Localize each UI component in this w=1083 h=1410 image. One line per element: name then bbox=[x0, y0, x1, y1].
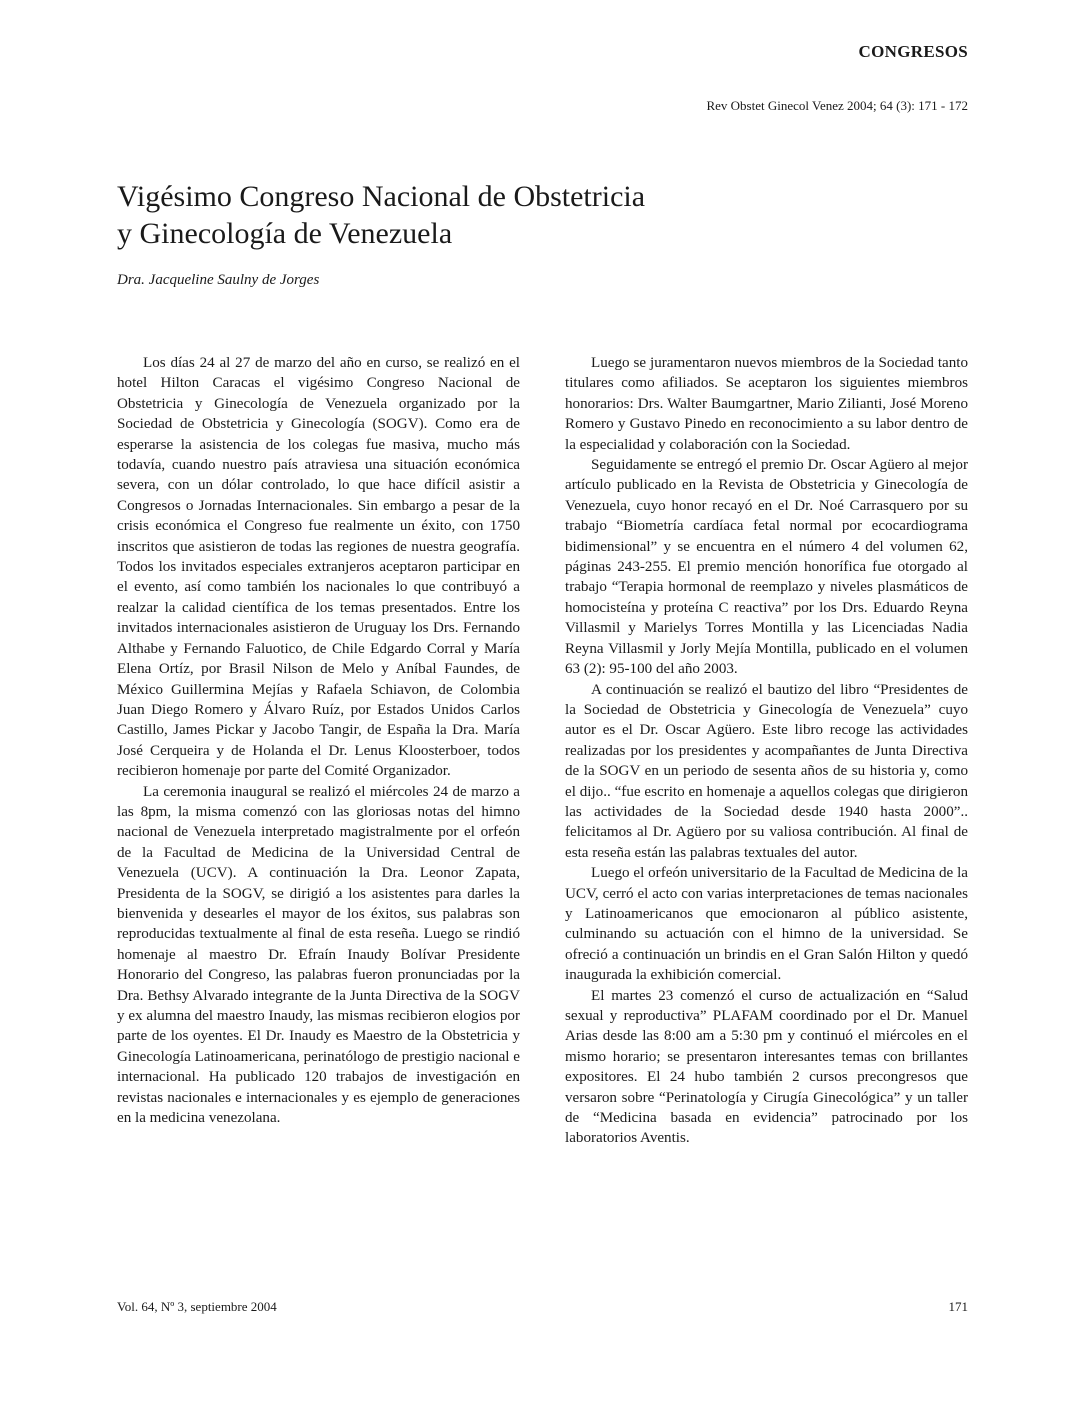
paragraph: Luego el orfeón universitario de la Facultad de Medicina de la UCV, cerró el acto con varias interpretaciones de temas nacionales y Latinoamericanos que emocionaron al público asistente, culminando su actuación con el himno de la universidad. Se ofreció a continuación un brindis en el Gran Salón Hilton y quedó inaugurada la exhibición comercial. bbox=[565, 865, 968, 984]
article-title bbox=[117, 178, 977, 252]
paragraph: La ceremonia inaugural se realizó el miércoles 24 de marzo a las 8pm, la misma comenzó con las gloriosas notas del himno nacional de Venezuela interpretado magistralmente por el orfeón de la Facultad de Medicina de la Universidad Central de Venezuela (UCV). A continuación la Dra. Leonor Zapata, Presidenta de la SOGV, se dirigió a los asistentes para darles la bienvenida y desearles el mayor de los éxitos, sus palabras son reproducidas textualmente al final de esta reseña. Luego se rindió homenaje al maestro Dr. Efraín Inaudy Bolívar Presidente Honorario del Congreso, las palabras fueron pronunciadas por la Dra. Bethsy Alvarado integrante de la Junta Directiva de la SOGV y ex alumna del maestro Inaudy, las mismas recibieron elogios por parte de los oyentes. El Dr. Inaudy es Maestro de la Obstetricia y Ginecología Latinoamericana, perinatólogo de prestigio nacional e internacional. Ha publicado 120 trabajos de investigación en revistas nacionales e internacionales y es ejemplo de generaciones en la medicina venezolana. bbox=[117, 783, 520, 1127]
footer-page-number: 171 bbox=[948, 1299, 968, 1314]
paragraph: Los días 24 al 27 de marzo del año en curso, se realizó en el hotel Hilton Caracas el vigésimo Congreso Nacional de Obstetricia y Ginecología de Venezuela organizado por la Sociedad de Obstetricia y Ginecología (SOGV). Como era de esperarse la asistencia de los colegas fue masiva, mucho más todavía, cuando nuestro país atraviesa una situación económica severa, con un dólar controlado, lo que hace difícil asistir a Congresos o Jornadas Internacionales. Sin embargo a pesar de la crisis económica el Congreso fue realmente un éxito, con 1750 inscritos que asistieron de todas las regiones de nuestra geografía. Todos los invitados especiales extranjeros aceptaron participar en el evento, así como también los nacionales lo que contribuyó a realzar la calidad científica de los temas presentados. Entre los invitados internacionales asistieron de Uruguay los Drs. Fernando Althabe y Fernando Faluotico, de Chile Edgardo Corral y María Elena Ortíz, por Brasil Nilson de Melo y Aníbal Faundes, de México Guillermina Mejías y Rafaela Schiavon, de Colombia Juan Diego Romero y Álvaro Ruíz, por Estados Unidos Carlos Castillo, James Pickar y Jacobo Tangir, de España la Dra. María José Cerqueira y de Holanda el Dr. Lenus Kloosterboer, todos recibieron homenaje por parte del Comité Organizador. bbox=[117, 355, 520, 780]
article-title-line-2: y Ginecología de Venezuela bbox=[117, 217, 453, 250]
article-author: Dra. Jacqueline Saulny de Jorges bbox=[117, 272, 320, 288]
article-title-line-1: Vigésimo Congreso Nacional de Obstetricia bbox=[117, 180, 646, 213]
footer-volume: Vol. 64, Nº 3, septiembre 2004 bbox=[117, 1299, 277, 1314]
section-label: CONGRESOS bbox=[858, 42, 968, 61]
paragraph: Seguidamente se entregó el premio Dr. Oscar Agüero al mejor artículo publicado en la Revista de Obstetricia y Ginecología de Venezuela, cuyo honor recayó en el Dr. Noé Carrasquero por su trabajo “Biometría cardíaca fetal normal por ecocardiograma bidimensional” y se encuentra en el número 4 del volumen 62, páginas 243-255. El premio mención honorífica fue otorgado al trabajo “Terapia hormonal de reemplazo y niveles plasmáticos de homocisteína y proteína C reactiva” por los Drs. Eduardo Reyna Villasmil y Marielys Torres Montilla y las Licenciadas Nadia Reyna Villasmil y Jorly Mejía Montilla, publicado en el volumen 63 (2): 95-100 del año 2003. bbox=[565, 457, 968, 678]
paragraph: A continuación se realizó el bautizo del libro “Presidentes de la Sociedad de Obstetricia y Ginecología de Venezuela” cuyo autor es el Dr. Oscar Agüero. Este libro recoge las actividades realizadas por los presidentes y acompañantes de Junta Directiva de la SOGV en un periodo de sesenta años de su historia y, como el dijo.. “fue escrito en homenaje a aquellos colegas que dirigieron las actividades de la Sociedad desde 1940 hasta 2000”.. felicitamos al Dr. Agüero por su valiosa contribución. Al final de esta reseña están las palabras textuales del autor. bbox=[565, 681, 968, 861]
paragraph: Luego se juramentaron nuevos miembros de la Sociedad tanto titulares como afiliados. Se aceptaron los siguientes miembros honorarios: Drs. Walter Baumgartner, Mario Zilianti, José Moreno Romero y Gustavo Pinedo en reconocimiento a su labor dentro de la especialidad y colaboración con la Sociedad. bbox=[565, 355, 968, 453]
right-column bbox=[565, 353, 968, 1149]
paragraph: El martes 23 comenzó el curso de actualización en “Salud sexual y reproductiva” PLAFAM coordinado por el Dr. Manuel Arias desde las 8:00 am a 5:30 pm y continuó el miércoles en el mismo horario; se presentaron interesantes temas con brillantes expositores. El 24 hubo también 2 cursos precongresos que versaron sobre “Perinatología y Cirugía Ginecológica” y un taller de “Medicina basada en evidencia” patrocinado por los laboratorios Aventis. bbox=[565, 987, 968, 1147]
left-column bbox=[117, 353, 520, 1128]
journal-citation: Rev Obstet Ginecol Venez 2004; 64 (3): 171 - 172 bbox=[706, 98, 968, 113]
